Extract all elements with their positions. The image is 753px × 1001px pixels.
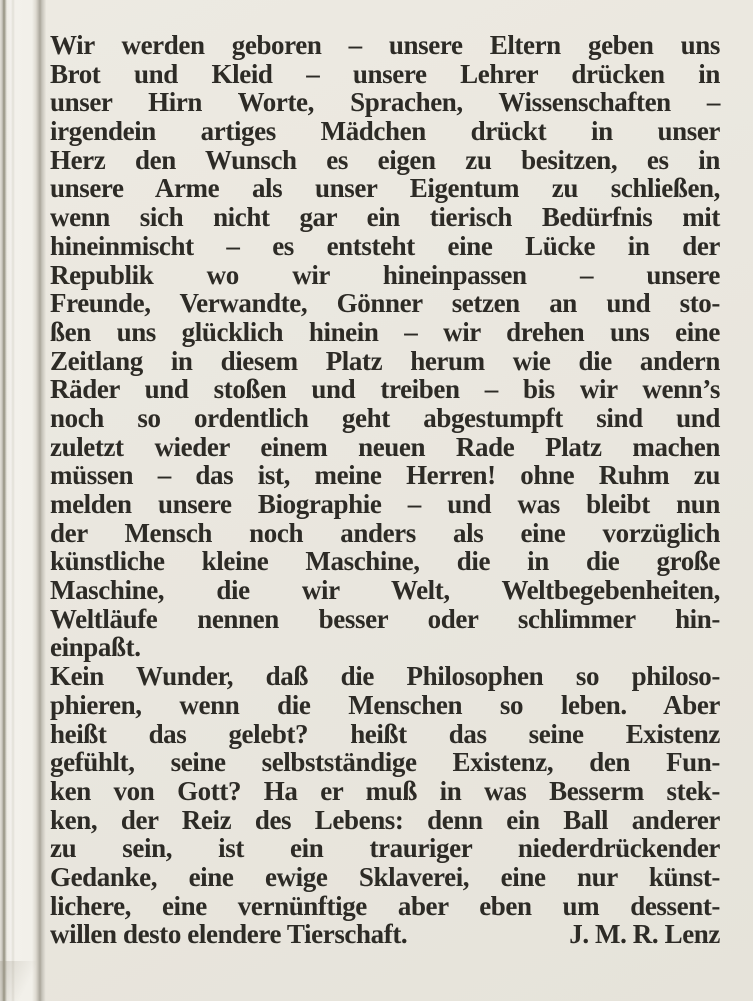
text-line: Maschine, die wir Welt, Weltbegebenheiten, — [50, 575, 720, 606]
text-line: Weltläufe nennen besser oder schlimmer hin- — [50, 603, 720, 634]
text-line: phieren, wenn die Menschen so leben. Aber — [50, 689, 720, 720]
text-line: einpaßt. — [50, 632, 141, 663]
text-line: Freunde, Verwandte, Gönner setzen an und sto- — [50, 288, 720, 319]
paragraph-2 — [50, 662, 720, 949]
closing-text: willen desto elendere Tierschaft. — [50, 919, 408, 950]
text-line: Kein Wunder, daß die Philosophen so philoso- — [50, 661, 720, 692]
text-line: Räder und stoßen und treiben – bis wir wenn’s — [50, 374, 720, 405]
text-line: Wir werden geboren – unsere Eltern geben uns — [50, 30, 720, 60]
text-line: irgendein artiges Mädchen drückt in unser — [50, 116, 720, 147]
book-spine-edge — [0, 0, 46, 1001]
text-line: wenn sich nicht gar ein tierisch Bedürfnis mit — [50, 202, 720, 233]
text-line: ßen uns glücklich hinein – wir drehen uns eine — [50, 316, 720, 347]
text-line: unser Hirn Worte, Sprachen, Wissenschaften – — [50, 87, 720, 118]
text-line: müssen – das ist, meine Herren! ohne Ruhm zu — [50, 460, 720, 491]
text-line: ken, der Reiz des Lebens: denn ein Ball anderer — [50, 804, 720, 835]
text-line: gefühlt, seine selbstständige Existenz, den Fun- — [50, 747, 720, 778]
text-line: Zeitlang in diesem Platz herum wie die andern — [50, 345, 720, 376]
text-line: Republik wo wir hineinpassen – unsere — [50, 259, 720, 290]
text-line: Brot und Kleid – unsere Lehrer drücken in — [50, 58, 720, 89]
text-line: hineinmischt – es entsteht eine Lücke in der — [50, 230, 720, 261]
text-line: unsere Arme als unser Eigentum zu schließen, — [50, 173, 720, 204]
text-line-final — [50, 920, 720, 949]
paragraph-1 — [50, 31, 720, 662]
text-line: lichere, eine vernünftige aber eben um dessent- — [50, 890, 720, 921]
text-line: Herz den Wunsch es eigen zu besitzen, es in — [50, 144, 720, 175]
text-line: der Mensch noch anders als eine vorzüglich — [50, 517, 720, 548]
text-line: noch so ordentlich geht abgestumpft sind und — [50, 402, 720, 433]
text-line: heißt das gelebt? heißt das seine Existenz — [50, 718, 720, 749]
author-attribution: J. M. R. Lenz — [569, 919, 720, 950]
text-line: künstliche kleine Maschine, die in die große — [50, 546, 720, 577]
text-line: melden unsere Biographie – und was bleibt nun — [50, 489, 720, 519]
text-line: Gedanke, eine ewige Sklaverei, eine nur künst- — [50, 861, 720, 892]
page-text — [50, 31, 720, 949]
text-line: ken von Gott? Ha er muß in was Besserm stek- — [50, 775, 720, 806]
text-line: zuletzt wieder einem neuen Rade Platz machen — [50, 431, 720, 462]
text-line: zu sein, ist ein trauriger niederdrückender — [50, 833, 720, 864]
